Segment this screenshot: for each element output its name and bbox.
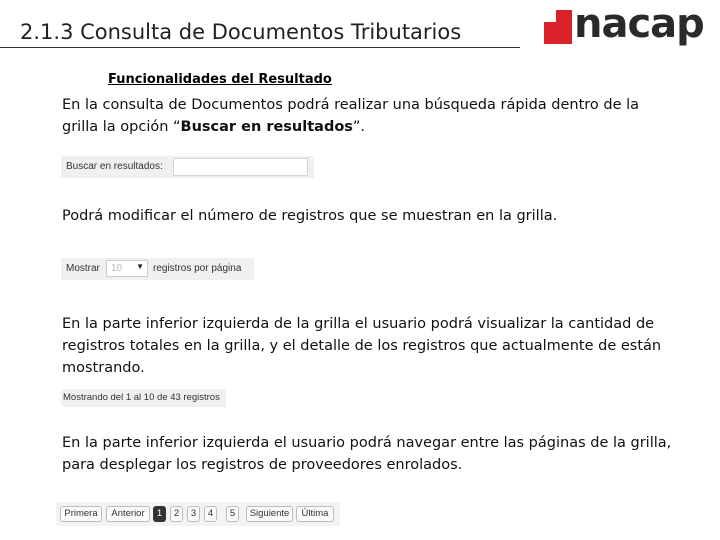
pager-widget [56,502,340,526]
info-widget [61,389,226,407]
page-size-select[interactable] [106,260,148,277]
length-label-before: Mostrar [66,263,100,274]
pager-first-button[interactable]: Primera [60,506,102,522]
pager-next-button[interactable]: Siguiente [246,506,293,522]
pager-page-3[interactable]: 3 [187,506,200,522]
paragraph-pager: En la parte inferior izquierda el usuario podrá navegar entre las páginas de la grilla, para desplegar los registros de proveedores enrolados. [62,435,672,473]
chevron-down-icon: ▼ [136,262,144,271]
pager-page-1[interactable]: 1 [153,506,166,522]
paragraph-search [62,94,662,138]
paragraph-length: Podrá modificar el número de registros que se muestran en la grilla. [62,208,558,224]
length-label-after: registros por página [153,263,242,274]
pager-page-5[interactable]: 5 [226,506,239,522]
pager-page-2[interactable]: 2 [170,506,183,522]
length-widget [61,258,254,280]
paragraph-info: En la parte inferior izquierda de la grilla el usuario podrá visualizar la cantidad de registros totales en la grilla, y el detalle de los registros que actualmente de están mostrando. [62,316,662,376]
pager-page-4[interactable]: 4 [204,506,217,522]
search-widget [61,156,314,178]
paragraph-search-bold: Buscar en resultados [180,119,353,135]
search-input[interactable] [173,158,308,176]
pager-last-button[interactable]: Última [296,506,334,522]
pager-prev-button[interactable]: Anterior [106,506,150,522]
logo-text: nacap [574,1,704,47]
search-label: Buscar en resultados: [66,161,163,172]
paragraph-search-end: ”. [352,119,366,135]
page-size-value: 10 [111,263,123,274]
section-heading: Funcionalidades del Resultado [108,72,332,87]
paragraph-search-text: En la consulta de Documentos podrá realizar una búsqueda rápida dentro de la grilla la opción “ [62,97,640,135]
title-rule [0,47,520,48]
logo-mark [544,10,572,44]
logo [540,1,716,52]
records-info: Mostrando del 1 al 10 de 43 registros [63,392,220,403]
slide-title: 2.1.3 Consulta de Documentos Tributarios [20,20,462,44]
